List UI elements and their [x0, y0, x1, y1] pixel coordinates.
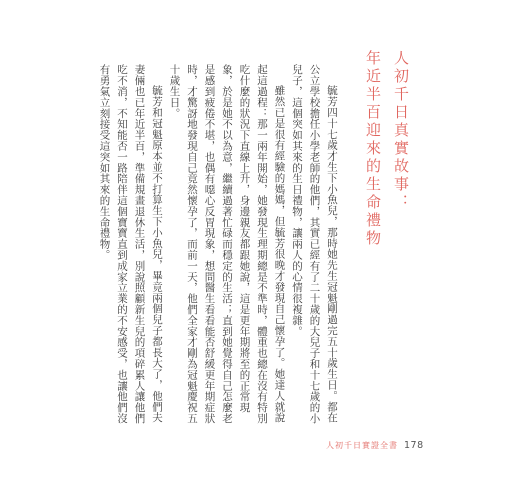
book-series-title: 人初千日實證全書 — [326, 441, 398, 450]
chapter-title — [362, 50, 412, 430]
page-number: 178 — [404, 440, 424, 451]
paragraph-3: 毓芳和冠魁原本並不打算生下小魚兒，畢竟兩個兒子都長大了，他們夫妻倆也已年近半百，準備規畫退休生活，別說照顧新生兒的項碎累人讓他們吃不消，不知能否一路陪伴這個寶寶直到成家立業的不安感受，也讓他們沒有勇氣立刻接受這突如其來的生命禮物。 — [98, 64, 163, 424]
paragraph-1: 毓芳四十七歲才生下小魚兒，那時她先生冠魁剛過完五十歲生日。都在公立學校擔任小學老師的他們，其實已經有了二十歲的大兒子和十七歲的小兒子，這個突如其來的生日禮物，讓兩人的心情很複雜。 — [291, 64, 338, 424]
paragraph-2: 雖然已是很有經驗的媽媽，但毓芳很晚才發現自己懷孕了。她達人就說起這過程：那一兩年開始，她發現生理期總是不準時，體重也總在沒有特別吃什麼的狀況下直線上升，身邊親友都跟她說，這是更年期將至的正常現象，於是她不以為意，繼續過著忙碌而穩定的生活；直到她覺得自己怎麼老是感到疲倦不堪，也偶有噁心反胃現象，想問醫生看看能否舒緩更年期症狀時，才驚訝地發現自己竟然懷孕了，而前一天，他們全家才剛為冠魁慶祝五十歲生日。 — [168, 64, 286, 424]
body-text — [95, 64, 340, 426]
chapter-title-line-1: 人初千日真實故事： — [392, 50, 410, 212]
chapter-title-line-2: 年近半百迎來的生命禮物 — [364, 50, 382, 248]
page-footer — [326, 440, 424, 451]
